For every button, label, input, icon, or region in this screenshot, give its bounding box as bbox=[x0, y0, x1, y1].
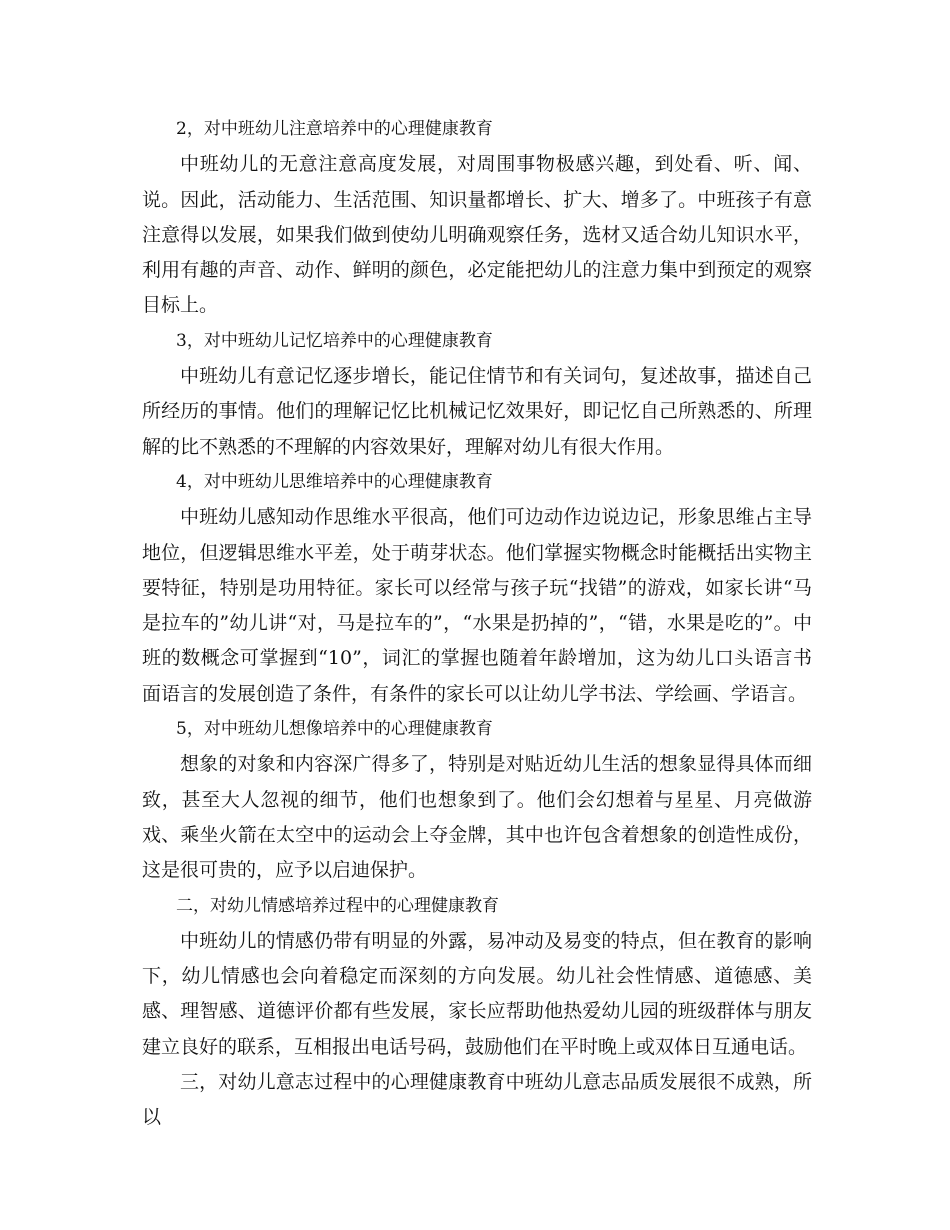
section-heading-memory: 3，对中班幼儿记忆培养中的心理健康教育 bbox=[176, 330, 493, 351]
section-heading-emotion: 二，对幼儿情感培养过程中的心理健康教育 bbox=[176, 895, 499, 916]
document-page bbox=[142, 112, 812, 1136]
section-heading-attention: 2，对中班幼儿注意培养中的心理健康教育 bbox=[176, 119, 493, 139]
section-heading-thinking: 4，对中班幼儿思维培养中的心理健康教育 bbox=[176, 471, 493, 492]
paragraph-will: 三，对幼儿意志过程中的心理健康教育中班幼儿意志品质发展很不成熟，所以 bbox=[142, 1071, 812, 1129]
section-heading-imagination: 5，对中班幼儿想像培养中的心理健康教育 bbox=[176, 719, 493, 740]
paragraph-memory: 中班幼儿有意记忆逐步增长，能记住情节和有关词句，复述故事，描述自己所经历的事情。他们的理解记忆比机械记忆效果好，即记忆自己所熟悉的、所理解的比不熟悉的不理解的内容效果好，理解对幼儿有很大作用。 bbox=[142, 365, 812, 458]
paragraph-attention: 中班幼儿的无意注意高度发展，对周围事物极感兴趣，到处看、听、闻、说。因此，活动能力、生活范围、知识量都增长、扩大、增多了。中班孩子有意注意得以发展，如果我们做到使幼儿明确观察任务，选材又适合幼儿知识水平，利用有趣的声音、动作、鲜明的颜色，必定能把幼儿的注意力集中到预定的观察目标上。 bbox=[142, 153, 812, 317]
paragraph-emotion: 中班幼儿的情感仍带有明显的外露，易冲动及易变的特点，但在教育的影响下，幼儿情感也会向着稳定而深刻的方向发展。幼儿社会性情感、道德感、美感、理智感、道德评价都有些发展，家长应帮助他热爱幼儿园的班级群体与朋友建立良好的联系，互相报出电话号码，鼓励他们在平时晚上或双体日互通电话。 bbox=[142, 929, 812, 1058]
paragraph-thinking: 中班幼儿感知动作思维水平很高，他们可边动作边说边记，形象思维占主导地位，但逻辑思维水平差，处于萌芽状态。他们掌握实物概念时能概括出实物主要特征，特别是功用特征。家长可以经常与孩子玩“找错”的游戏，如家长讲“马是拉车的”幼儿讲“对，马是拉车的”，“水果是扔掉的”，“错，水果是吃的”。中班的数概念可掌握到“10”，词汇的掌握也随着年龄增加，这为幼儿口头语言书面语言的发展创造了条件，有条件的家长可以让幼儿学书法、学绘画、学语言。 bbox=[142, 506, 812, 705]
paragraph-imagination: 想象的对象和内容深广得多了，特别是对贴近幼儿生活的想象显得具体而细致，甚至大人忽视的细节，他们也想象到了。他们会幻想着与星星、月亮做游戏、乘坐火箭在太空中的运动会上夺金牌，其中也许包含着想象的创造性成份，这是很可贵的，应予以启迪保护。 bbox=[142, 753, 812, 882]
